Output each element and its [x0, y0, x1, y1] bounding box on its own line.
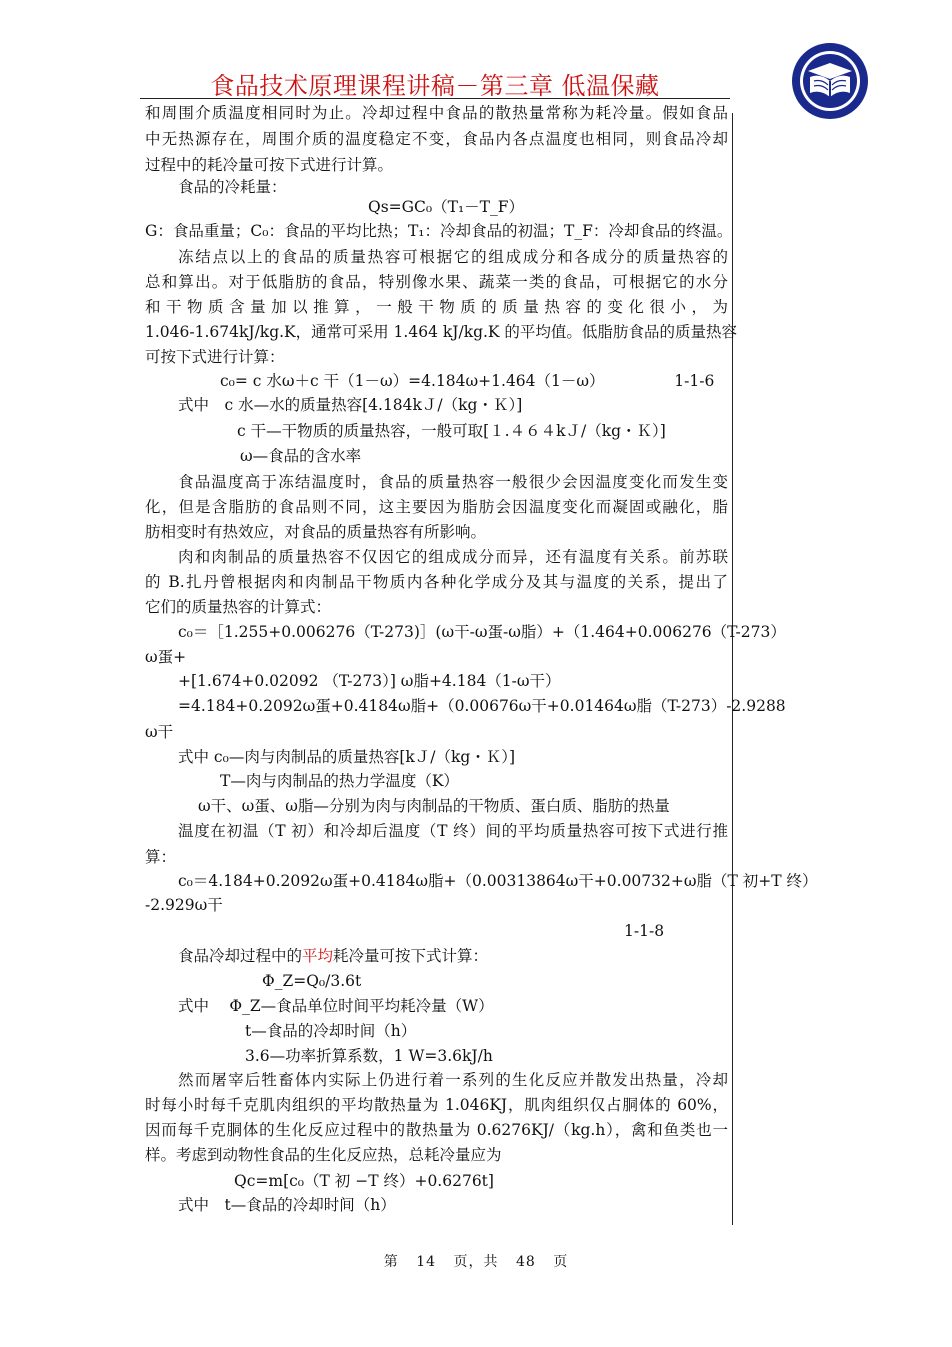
text-line: +[1.674+0.02092 （T-273）] ω脂+4.184（1-ω干） [178, 672, 561, 690]
text-line: 式中 c₀—肉与肉制品的质量热容[kＪ/（kg・Ｋ）] [178, 748, 516, 766]
text-line: c₀＝4.184+0.2092ω蛋+0.4184ω脂+（0.00313864ω干+0.00732+ω脂（T 初+T 终） [178, 872, 818, 890]
university-emblem-icon [790, 41, 870, 121]
text-line: Qc=m[c₀（T 初 −T 终）+0.6276t] [234, 1172, 494, 1190]
text-line: 中无热源存在，周围介质的温度稳定不变，食品内各点温度也相同，则食品冷却 [145, 130, 728, 148]
text-line: 过程中的耗冷量可按下式进行计算。 [145, 156, 394, 174]
text-line: T—肉与肉制品的热力学温度（K） [220, 772, 459, 790]
text-line: 算： [145, 848, 177, 866]
text-line: c₀＝［1.255+0.006276（T-273)］(ω干-ω蛋-ω脂）+（1.464+0.006276（T-273） [178, 623, 786, 641]
text-line: c₀= c 水ω＋c 干（1－ω）=4.184ω+1.464（1－ω） 1-1-6 [220, 372, 715, 390]
text-line: ω—食品的含水率 [240, 447, 362, 465]
text-line: G：食品重量；C₀：食品的平均比热；T₁：冷却食品的初温；T_F：冷却食品的终温。 [145, 222, 733, 240]
text-line: ω干、ω蛋、ω脂—分别为肉与肉制品的干物质、蛋白质、脂肪的热量 [198, 797, 670, 815]
text-line: 式中 t—食品的冷却时间（h） [178, 1196, 396, 1214]
footer-page-number: 14 [416, 1254, 437, 1270]
text-line: c 干—干物质的质量热容，一般可取[１.４６４kＪ/（kg・Ｋ）] [237, 422, 666, 440]
footer-ye: 页 [553, 1254, 569, 1270]
text-line: 时每小时每千克肌肉组织的平均散热量为 1.046KJ，肌肉组织仅占胴体的 60%， [145, 1096, 728, 1114]
text-line: -2.929ω干 [145, 896, 223, 914]
text-line: 化，但是含脂肪的食品则不同，这主要因为脂肪会因温度变化而凝固或融化，脂 [145, 498, 728, 516]
footer-ye-gong: 页，共 [453, 1254, 499, 1270]
text-line: 和周围介质温度相同时为止。冷却过程中食品的散热量常称为耗冷量。假如食品 [145, 104, 728, 122]
text-line: =4.184+0.2092ω蛋+0.4184ω脂+（0.00676ω干+0.01464ω脂（T-273）-2.9288 [178, 697, 786, 715]
page-title: 食品技术原理课程讲稿－第三章 低温保藏 [210, 72, 660, 100]
text-line: 样。考虑到动物性食品的生化反应热，总耗冷量应为 [145, 1146, 502, 1164]
footer-di: 第 [383, 1254, 399, 1270]
text-line: 然而屠宰后牲畜体内实际上仍进行着一系列的生化反应并散发出热量，冷却 [178, 1071, 728, 1089]
right-margin-rule [732, 113, 733, 1225]
text-line: 式中 c 水—水的质量热容[4.184kＪ/（kg・Ｋ）] [178, 396, 523, 414]
text-line: 总和算出。对于低脂肪的食品，特别像水果、蔬菜一类的食品，可根据它的水分 [145, 273, 728, 291]
text-line: Φ_Z=Q₀/3.6t [262, 972, 362, 990]
text-line: 因而每千克胴体的生化反应过程中的散热量为 0.6276KJ/（kg.h），禽和鱼类也一 [145, 1121, 728, 1139]
highlighted-word: 平均 [302, 947, 334, 965]
text-line: 温度在初温（T 初）和冷却后温度（T 终）间的平均质量热容可按下式进行推 [178, 822, 728, 840]
text-line: 肉和肉制品的质量热容不仅因它的组成成分而异，还有温度有关系。前苏联 [178, 548, 728, 566]
text-line: ω蛋+ [145, 648, 187, 666]
header-rule [140, 98, 730, 99]
text-line: 食品温度高于冻结温度时，食品的质量热容一般很少会因温度变化而发生变 [178, 473, 728, 491]
text-line: 肪相变时有热效应，对食品的质量热容有所影响。 [145, 523, 487, 541]
text-line: 和干物质含量加以推算，一般干物质的质量热容的变化很小，为 [145, 298, 728, 316]
text-line: 的 B.扎丹曾根据肉和肉制品干物质内各种化学成分及其与温度的关系，提出了 [145, 573, 728, 591]
text-line: 食品的冷耗量： [178, 178, 287, 196]
text-line: 1-1-8 [624, 922, 665, 940]
text-line: 它们的质量热容的计算式： [145, 598, 332, 616]
text-line: t—食品的冷却时间（h） [245, 1022, 417, 1040]
text-line: 3.6—功率折算系数，1 W=3.6kJ/h [245, 1047, 493, 1065]
text-line: 可按下式进行计算： [145, 348, 285, 366]
page-footer [0, 1251, 952, 1271]
text-line: Qs=GC₀（T₁－T_F） [368, 198, 524, 216]
text-line: ω干 [145, 723, 174, 741]
text-line: 食品冷却过程中的平均耗冷量可按下式计算： [178, 947, 489, 965]
footer-total-pages: 48 [515, 1254, 536, 1270]
text-line: 1.046-1.674kJ/kg.K，通常可采用 1.464 kJ/kg.K 的平均值。低脂肪食品的质量热容 [145, 323, 737, 341]
text-line: 式中 Φ_Z—食品单位时间平均耗冷量（W） [178, 997, 494, 1015]
text-line: 冻结点以上的食品的质量热容可根据它的组成成分和各成分的质量热容的 [178, 248, 728, 266]
